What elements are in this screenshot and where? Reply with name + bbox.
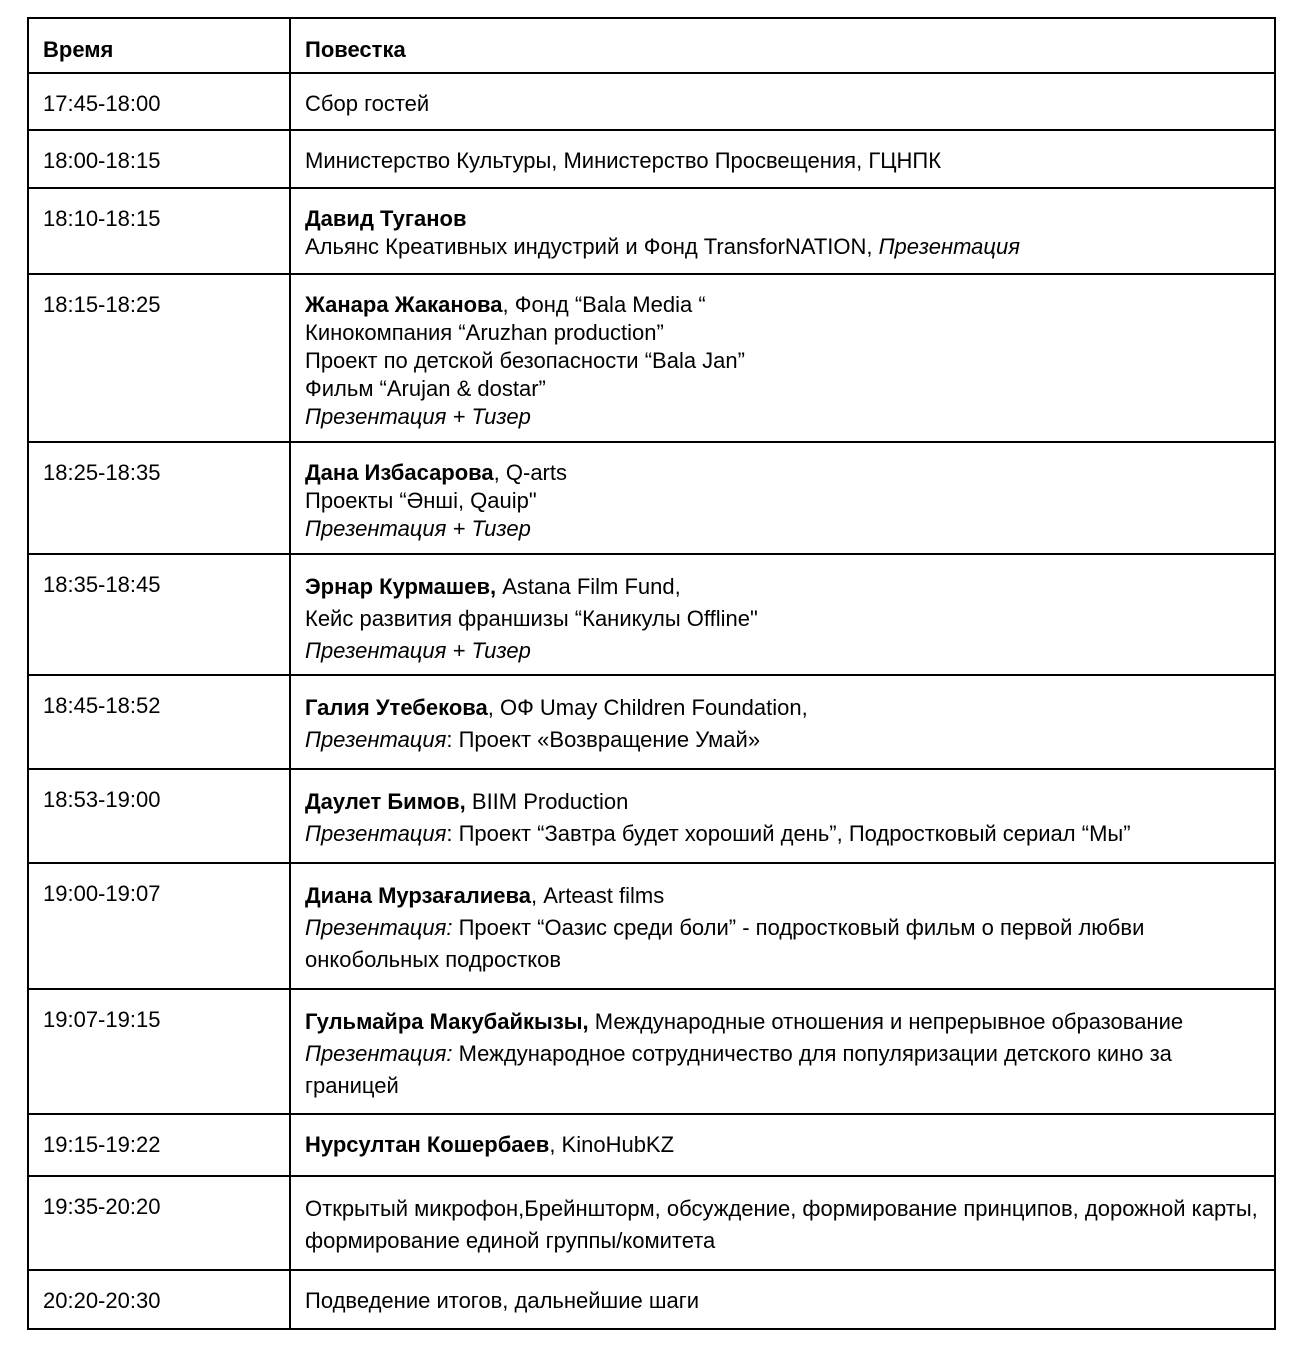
format-text: Презентация (305, 727, 447, 752)
header-agenda: Повестка (290, 18, 1275, 73)
agenda-table (27, 17, 1276, 1330)
agenda-text: Проекты “Әнші, Qauip" (305, 488, 537, 513)
agenda-text: Открытый микрофон,Брейншторм, обсуждение, формирование принципов, дорожной карты, формирование единой группы/комитета (305, 1196, 1258, 1253)
organization-text: Альянс Креативных индустрий и Фонд TransforNATION, (305, 234, 879, 259)
time-cell: 18:10-18:15 (28, 188, 290, 274)
agenda-text: Фильм “Arujan & dostar” (305, 376, 546, 401)
organization-text: BIIM Production (465, 789, 629, 814)
agenda-cell (290, 188, 1275, 274)
time-cell: 18:45-18:52 (28, 675, 290, 769)
time-cell: 18:25-18:35 (28, 442, 290, 554)
organization-text: , Arteast films (530, 883, 665, 908)
agenda-cell (290, 554, 1275, 675)
agenda-cell (290, 274, 1275, 442)
agenda-text: Министерство Культуры, Министерство Просвещения, ГЦНПК (305, 148, 942, 173)
time-cell: 19:07-19:15 (28, 989, 290, 1114)
time-cell: 19:15-19:22 (28, 1114, 290, 1176)
speaker-name: Дана Избасарова (305, 460, 494, 485)
agenda-text: Проект “Оазис среди боли” - подростковый фильм о первой любви онкобольных подростков (305, 915, 1145, 972)
speaker-name: Эрнар Курмашев, (305, 574, 497, 599)
table-row (28, 863, 1275, 989)
table-row (28, 554, 1275, 675)
table-row (28, 1270, 1275, 1329)
table-row (28, 675, 1275, 769)
agenda-cell (290, 442, 1275, 554)
table-row (28, 188, 1275, 274)
format-text: Презентация: (305, 1041, 453, 1066)
organization-text: Astana Film Fund, (496, 574, 681, 599)
time-cell: 18:15-18:25 (28, 274, 290, 442)
organization-text: , KinoHubKZ (549, 1132, 675, 1157)
speaker-name: Гульмайра Макубайкызы, (305, 1009, 589, 1034)
agenda-text: : Проект “Завтра будет хороший день”, Подростковый сериал “Мы” (446, 821, 1131, 846)
agenda-cell (290, 130, 1275, 188)
header-time: Время (28, 18, 290, 73)
agenda-cell (290, 73, 1275, 130)
agenda-text: Сбор гостей (305, 91, 430, 116)
table-row (28, 769, 1275, 863)
format-text: Презентация (305, 821, 447, 846)
format-text: Презентация + Тизер (305, 638, 531, 663)
table-row (28, 989, 1275, 1114)
time-cell: 17:45-18:00 (28, 73, 290, 130)
agenda-text: Кейс развития франшизы “Каникулы Offline" (305, 606, 758, 631)
speaker-name: Галия Утебекова (305, 695, 488, 720)
agenda-text: Кинокомпания “Aruzhan production” (305, 320, 664, 345)
agenda-text: Подведение итогов, дальнейшие шаги (305, 1288, 700, 1313)
agenda-cell (290, 863, 1275, 989)
speaker-name: Даулет Бимов, (305, 789, 466, 814)
table-row (28, 1114, 1275, 1176)
organization-text: , Фонд “Bala Media “ (502, 292, 706, 317)
speaker-name: Диана Мурзағалиева (305, 883, 531, 908)
agenda-cell (290, 769, 1275, 863)
agenda-cell (290, 1176, 1275, 1270)
agenda-cell (290, 675, 1275, 769)
header-row (28, 18, 1275, 73)
speaker-name: Жанара Жаканова (305, 292, 503, 317)
agenda-text: Международное сотрудничество для популяризации детского кино за границей (305, 1041, 1172, 1098)
agenda-text: Проект по детской безопасности “Bala Jan” (305, 348, 745, 373)
time-cell: 19:00-19:07 (28, 863, 290, 989)
format-text: Презентация + Тизер (305, 404, 531, 429)
organization-text: , ОФ Umay Children Foundation, (487, 695, 808, 720)
time-cell: 18:53-19:00 (28, 769, 290, 863)
agenda-cell (290, 989, 1275, 1114)
table-row (28, 130, 1275, 188)
format-text: Презентация: (305, 915, 453, 940)
time-cell: 20:20-20:30 (28, 1270, 290, 1329)
table-row (28, 274, 1275, 442)
agenda-cell (290, 1114, 1275, 1176)
table-row (28, 442, 1275, 554)
speaker-name: Давид Туганов (305, 206, 467, 231)
time-cell: 19:35-20:20 (28, 1176, 290, 1270)
organization-text: , Q-arts (493, 460, 567, 485)
format-text: Презентация (878, 234, 1020, 259)
speaker-name: Нурсултан Кошербаев (305, 1132, 550, 1157)
agenda-cell (290, 1270, 1275, 1329)
agenda-text: : Проект «Возвращение Умай» (446, 727, 761, 752)
table-row (28, 73, 1275, 130)
table-row (28, 1176, 1275, 1270)
time-cell: 18:00-18:15 (28, 130, 290, 188)
format-text: Презентация + Тизер (305, 516, 531, 541)
time-cell: 18:35-18:45 (28, 554, 290, 675)
organization-text: Международные отношения и непрерывное образование (588, 1009, 1184, 1034)
